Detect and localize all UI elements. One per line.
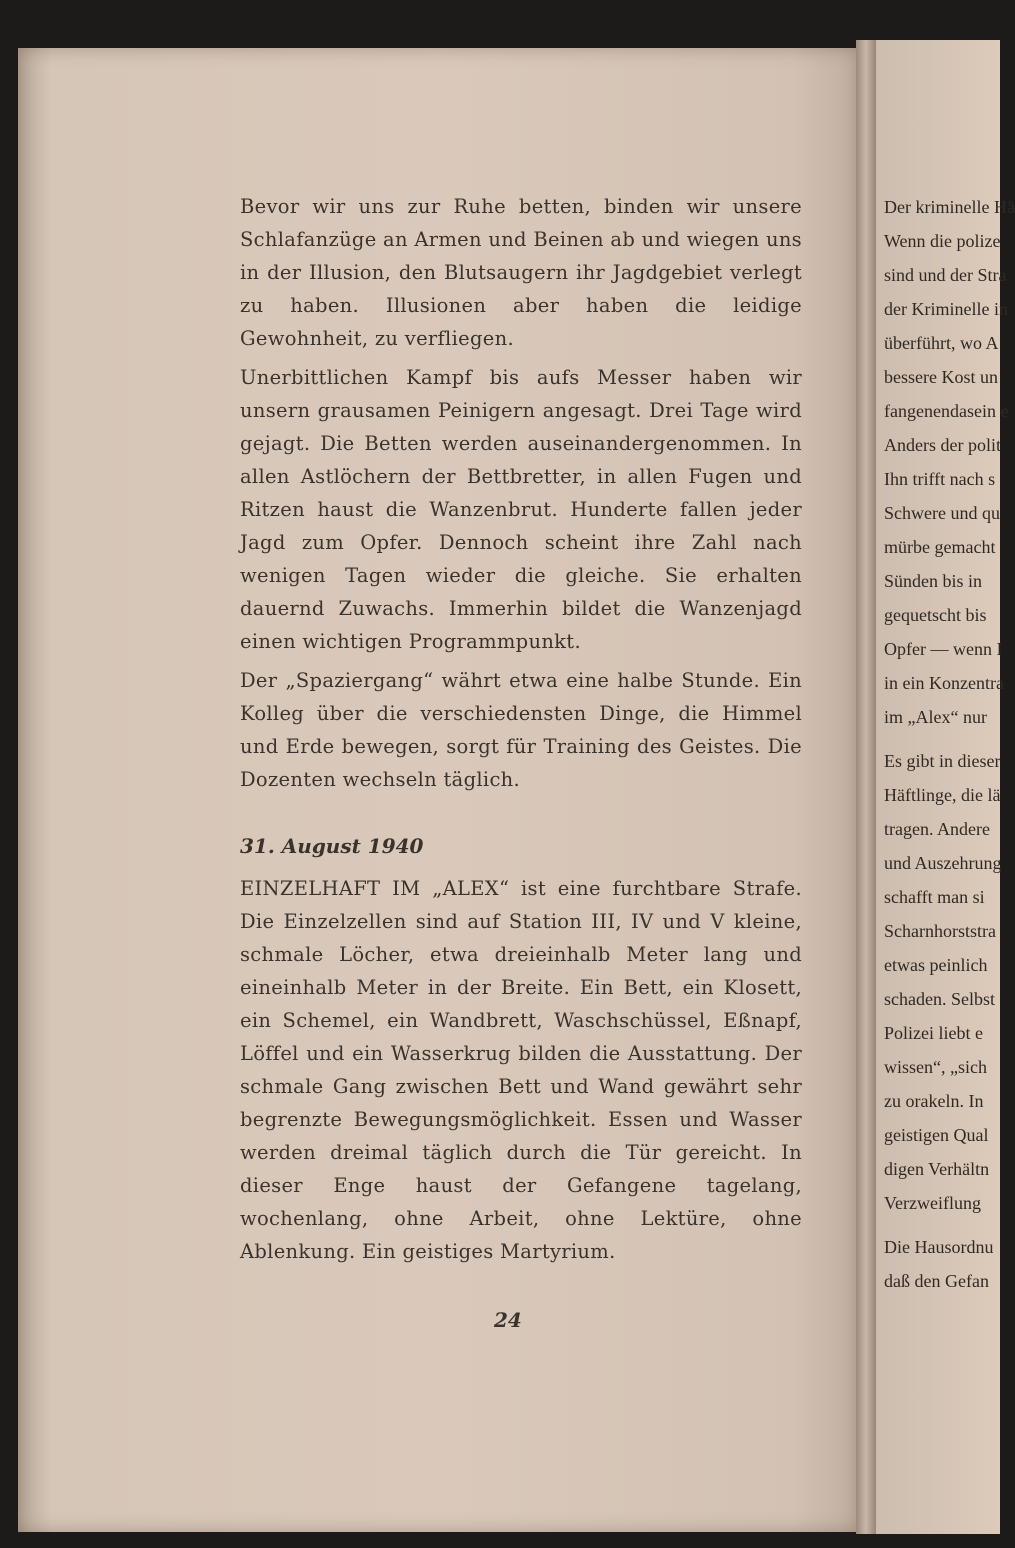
right-line: in ein Konzentra	[884, 673, 1004, 693]
right-line: Schwere und qu	[884, 503, 1000, 523]
date-heading: 31. August 1940	[240, 834, 424, 858]
right-line: fangenendasein e	[884, 401, 1009, 421]
right-line: Scharnhorststra	[884, 921, 996, 941]
paragraph: Der „Spaziergang“ währt etwa eine halbe Stunde. Ein Kolleg über die verschiedensten Dinge, die Himmel und Erde bewegen, sorgt für Training des Geistes. Die Dozenten wechseln täglich.	[240, 669, 802, 791]
right-line: im „Alex“ nur	[884, 707, 987, 727]
right-line: und Auszehrung	[884, 853, 1002, 873]
right-line: Anders der polit	[884, 435, 1001, 455]
right-line: geistigen Qual	[884, 1125, 989, 1145]
right-line: wissen“, „sich	[884, 1057, 987, 1077]
right-line: Der kriminelle Hä	[884, 197, 1015, 217]
section-paragraph: EINZELHAFT IM „ALEX“ ist eine furchtbare Strafe. Die Einzelzellen sind auf Station III, IV und V kleine, schmale Löcher, etwa dreieinhalb Meter lang und eineinhalb Meter in der Breite. Ein Bett, ein Klosett, ein Schemel, ein Wandbrett, Waschschüssel, Eßnapf, Löffel und ein Wasserkrug bilden die Ausstattung. Der schmale Gang zwischen Bett und Wand gewährt sehr begrenzte Bewegungsmöglichkeit. Essen und Wasser werden dreimal täglich durch die Tür gereicht. In dieser Enge haust der Gefangene tagelang, wochenlang, ohne Arbeit, ohne Lektüre, ohne Ablenkung. Ein geistiges Martyrium.	[240, 877, 802, 1263]
right-line: Es gibt in dieser	[884, 751, 1001, 771]
book-gutter	[856, 40, 878, 1534]
right-line: Polizei liebt e	[884, 1023, 983, 1043]
right-line: etwas peinlich	[884, 955, 988, 975]
left-page-text	[240, 190, 802, 1274]
right-page	[876, 40, 1015, 1534]
right-line: daß den Gefan	[884, 1271, 989, 1291]
right-line: bessere Kost un	[884, 367, 998, 387]
right-line: Ihn trifft nach s	[884, 469, 996, 489]
right-line: sind und der Stra	[884, 265, 1007, 285]
right-line: digen Verhältn	[884, 1159, 990, 1179]
right-line: der Kriminelle in	[884, 299, 1008, 319]
right-line: Wenn die polize	[884, 231, 1001, 251]
right-line: schafft man si	[884, 887, 985, 907]
paragraph: Unerbittlichen Kampf bis aufs Messer haben wir unsern grausamen Peinigern angesagt. Drei Tage wird gejagt. Die Betten werden auseinandergenommen. In allen Astlöchern der Bettbretter, in allen Fugen und Ritzen haust die Wanzenbrut. Hunderte fallen jeder Jagd zum Opfer. Dennoch scheint ihre Zahl nach wenigen Tagen wieder die gleiche. Sie erhalten dauernd Zuwachs. Immerhin bildet die Wanzenjagd einen wichtigen Programmpunkt.	[240, 366, 802, 653]
right-line: Verzweiflung	[884, 1193, 981, 1213]
paragraph: Bevor wir uns zur Ruhe betten, binden wir unsere Schlafanzüge an Armen und Beinen ab und wiegen uns in der Illusion, den Blutsaugern ihr Jagdgebiet verlegt zu haben. Illusionen aber haben die leidige Gewohnheit, zu verfliegen.	[240, 195, 802, 350]
page-number: 24	[494, 1308, 522, 1332]
right-line: Opfer — wenn I	[884, 639, 1003, 659]
right-line: Häftlinge, die lä	[884, 785, 1001, 805]
right-line: überführt, wo A	[884, 333, 999, 353]
right-line: schaden. Selbst	[884, 989, 995, 1009]
right-line: zu orakeln. In	[884, 1091, 984, 1111]
right-line: tragen. Andere	[884, 819, 990, 839]
right-page-text	[884, 190, 1015, 1298]
right-line: gequetscht bis	[884, 605, 987, 625]
right-line: Sünden bis in	[884, 571, 983, 591]
right-line: mürbe gemacht	[884, 537, 996, 557]
right-line: Die Hausordnu	[884, 1237, 994, 1257]
